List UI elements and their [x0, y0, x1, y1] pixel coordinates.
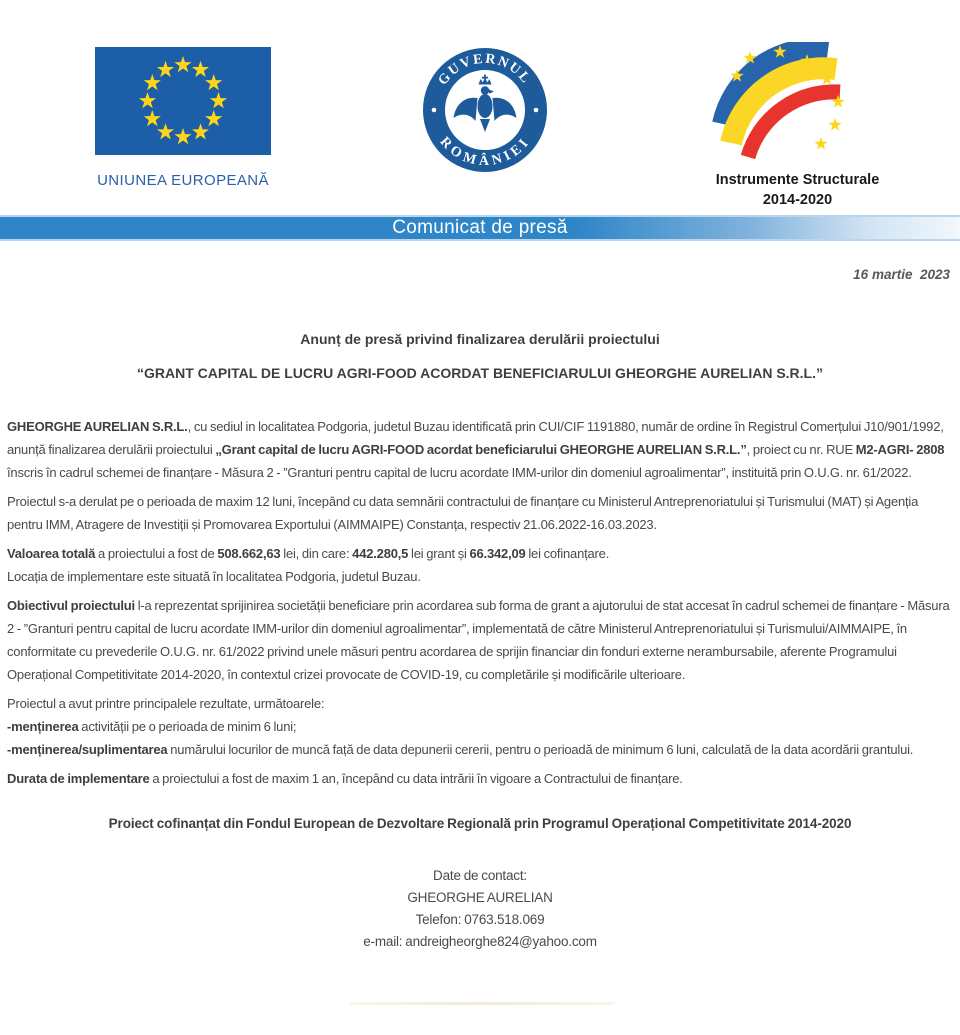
text-segment: GHEORGHE AURELIAN S.R.L.	[7, 419, 188, 434]
contact-name: GHEORGHE AURELIAN	[407, 890, 553, 905]
text-segment: Locația de implementare este situată în localitatea Podgoria, judetul Buzau.	[7, 569, 421, 584]
text-segment: l-a reprezentat sprijinirea societății beneficiare prin acordarea sub forma de grant a ajutorului de stat accesat în cadrul schemei de finanțare - Măsura 2 - ”Granturi pentru capital de lucru acordate IMM-urilor din domeniul agroalimentar”, implementată de către Ministerul Antreprenoriatului și Turismului/AIMMAIPE, în conformitate cu prevederile O.U.G. nr. 61/2022 privind unele măsuri pentru acordarea de sprijin financiar din fonduri externe nerambursabile, aferente Programului Operațional Competitivitate 2014-2020, în contextul crizei provocate de COVID-19, cu completările și modificările ulterioare.	[7, 598, 950, 682]
value-paragraph	[7, 542, 953, 565]
structural-swoosh-icon	[690, 42, 905, 164]
eu-flag-icon	[95, 47, 271, 155]
text-segment: activității pe o perioada de minim 6 luni;	[78, 719, 297, 734]
text-segment: , proiect cu nr. RUE	[746, 442, 856, 457]
eagle-emblem-icon	[454, 75, 517, 133]
contact-email: e-mail: andreigheorghe824@yahoo.com	[363, 934, 597, 949]
contact-block	[7, 865, 953, 953]
text-segment: -menținerea/suplimentarea	[7, 742, 168, 757]
gov-seal-top-text: GUVERNUL	[435, 51, 535, 88]
gov-seal-bottom-text: ROMÂNIEI	[437, 134, 534, 169]
press-subtitle: “GRANT CAPITAL DE LUCRU AGRI-FOOD ACORDAT BENEFICIARULUI GHEORGHE AURELIAN S.R.L.”	[137, 365, 823, 381]
intro-paragraph	[7, 415, 953, 484]
text-segment: Proiectul a avut printre principalele rezultate, următoarele:	[7, 696, 325, 711]
result-item-2	[7, 738, 953, 761]
eu-flag-logo	[95, 47, 271, 189]
text-segment: Durata de implementare	[7, 771, 150, 786]
contact-phone: Telefon: 0763.518.069	[415, 912, 545, 927]
text-segment: lei, din care:	[280, 546, 353, 561]
text-segment: lei cofinanțare.	[525, 546, 610, 561]
text-segment: 442.280,5	[352, 546, 409, 561]
text-segment: numărului locurilor de muncă față de data depunerii cererii, pentru o perioadă de minimum 6 luni, calculată de la data acordării grantului.	[167, 742, 914, 757]
text-segment: lei grant și	[408, 546, 470, 561]
text-segment: „Grant capital de lucru AGRI-FOOD acordat beneficiarului GHEORGHE AURELIAN S.R.L.”	[215, 442, 747, 457]
objective-paragraph	[7, 594, 953, 686]
implementation-duration-paragraph	[7, 767, 953, 790]
gov-seal-icon	[420, 45, 550, 175]
gov-seal-logo	[420, 45, 550, 175]
text-segment: Proiectul s-a derulat pe o perioada de maxim 12 luni, începând cu data semnării contractului de finanțare cu Ministerul Antreprenoriatului și Turismului (MAT) și Agenția pentru IMM, Atragere de Investiții și Promovarea Exportului (AIMMAIPE) Constanța, respectiv 21.06.2022-16.03.2023.	[7, 494, 919, 532]
text-segment: 508.662,63	[217, 546, 281, 561]
contact-heading: Date de contact:	[433, 868, 527, 883]
eu-flag-label: UNIUNEA EUROPEANĂ	[97, 172, 269, 189]
structural-logo	[690, 42, 905, 209]
structural-logo-years: 2014-2020	[762, 192, 833, 208]
text-segment: M2-AGRI- 2808	[855, 442, 945, 457]
text-segment: -menținerea	[7, 719, 79, 734]
press-banner	[0, 215, 960, 241]
press-banner-title: Comunicat de presă	[392, 217, 568, 238]
date-line: 16 martie 2023	[853, 267, 950, 282]
location-line	[7, 565, 953, 588]
press-body	[7, 415, 953, 953]
press-title: Anunț de presă privind finalizarea derulării proiectului	[300, 331, 660, 347]
text-segment: , cu sediul in localitatea Podgoria, judetul Buzau identificată prin CUI/CIF 1191880, număr de ordine în Registrul Comerțului J10/901/1992, anunță finalizarea derulării proiectului	[7, 419, 944, 457]
text-segment: 66.342,09	[469, 546, 526, 561]
text-segment: Obiectivul proiectului	[7, 598, 135, 613]
structural-logo-title: Instrumente Structurale	[715, 172, 880, 188]
text-segment: a proiectului a fost de	[95, 546, 218, 561]
cofinancing-note: Proiect cofinanțat din Fondul European de Dezvoltare Regională prin Programul Operațional Competitivitate 2014-2020	[108, 816, 852, 831]
text-segment: a proiectului a fost de maxim 1 an, începând cu data intrării în vigoare a Contractului de finanțare.	[149, 771, 683, 786]
results-intro-line	[7, 692, 953, 715]
result-item-1	[7, 715, 953, 738]
text-segment: înscris în cadrul schemei de finanțare - Măsura 2 - ”Granturi pentru capital de lucru acordate IMM-urilor din domeniul agroalimentar”, instituită prin O.U.G. nr. 61/2022.	[7, 465, 912, 480]
text-segment: Valoarea totală	[7, 546, 96, 561]
duration-paragraph	[7, 490, 953, 536]
footer-artifact	[350, 1002, 615, 1005]
